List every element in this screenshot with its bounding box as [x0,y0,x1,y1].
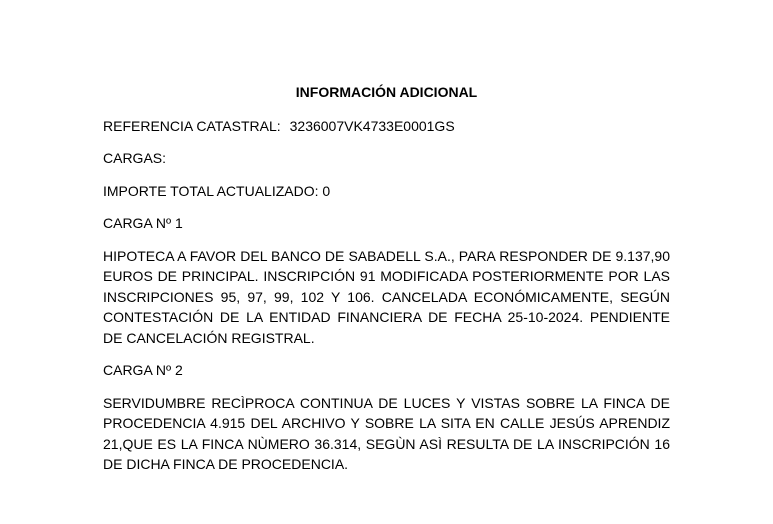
document-title: INFORMACIÓN ADICIONAL [295,84,478,100]
importe-total-label: IMPORTE TOTAL ACTUALIZADO: [103,182,319,199]
carga-2-heading: CARGA Nº 2 [103,362,183,378]
referencia-catastral-value: 3236007VK4733E0001GS [289,117,455,134]
referencia-catastral-label: REFERENCIA CATASTRAL: [103,117,281,134]
importe-total-line [103,181,670,202]
document-page [103,82,670,475]
cargas-heading: CARGAS: [103,150,167,166]
carga-1-body: HIPOTECA A FAVOR DEL BANCO DE SABADELL S.A., PARA RESPONDER DE 9.137,90 EUROS DE PRINCIPAL. INSCRIPCIÓN 91 MODIFICADA POSTERIORMENTE POR LAS INSCRIPCIONES 95, 97, 99, 102 Y 106. CANCELADA ECONÓMICAMENTE, SEGÚN CONTESTACIÓN DE LA ENTIDAD FINANCIERA DE FECHA 25-10-2024. PENDIENTE DE CANCELACIÓN REGISTRAL. [103,247,670,346]
importe-total-value: 0 [322,182,331,199]
carga-1-heading: CARGA Nº 1 [103,215,183,231]
carga-2-body: SERVIDUMBRE RECÌPROCA CONTINUA DE LUCES Y VISTAS SOBRE LA FINCA DE PROCEDENCIA 4.915 DEL ARCHIVO Y SOBRE LA SITA EN CALLE JESÚS APRENDIZ 21,QUE ES LA FINCA NÙMERO 36.314, SEGÙN ASÌ RESULTA DE LA INSCRIPCIÓN 16 DE DICHA FINCA DE PROCEDENCIA. [103,394,670,472]
referencia-catastral-line [103,116,670,137]
